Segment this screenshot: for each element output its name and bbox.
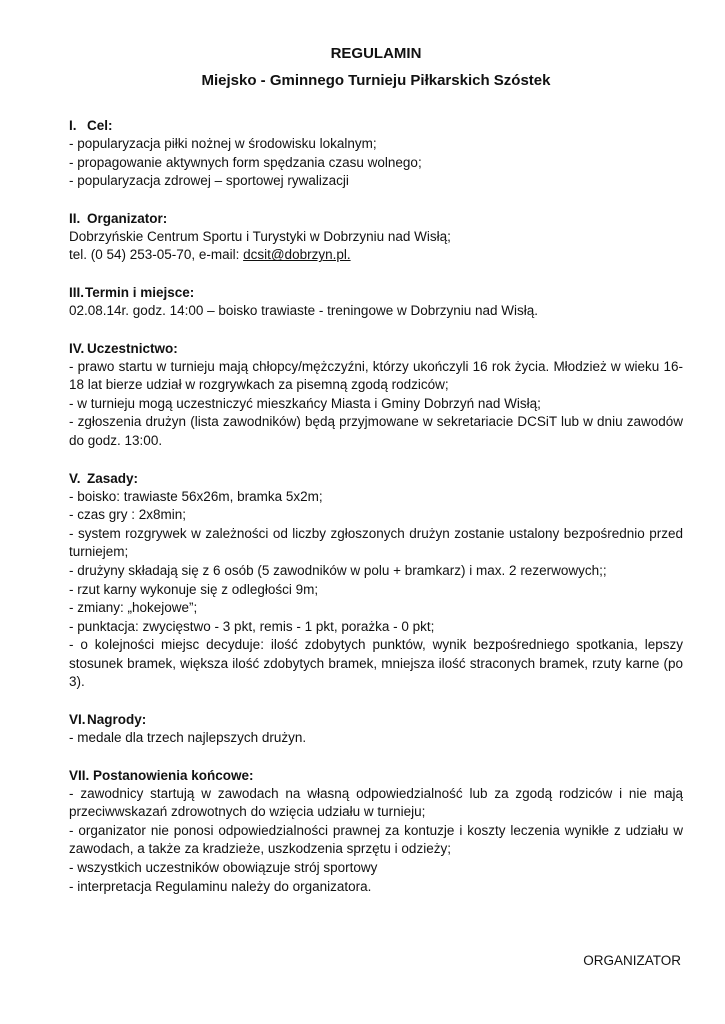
list-item: - o kolejności miejsc decyduje: ilość zdobytych punktów, wynik bezpośredniego spotkania, lepszy stosunek bramek, większa ilość zdobytych bramek, mniejsza ilość straconych bramek, rzuty karne (po 3). <box>69 637 683 690</box>
section-cel <box>69 117 683 191</box>
list-item: - wszystkich uczestników obowiązuje strój sportowy <box>69 860 378 876</box>
list-item: - zmiany: „hokejowe”; <box>69 600 198 616</box>
list-item: - czas gry : 2x8min; <box>69 507 187 523</box>
section-heading: VII. Postanowienia końcowe: <box>69 767 254 783</box>
list-item: - boisko: trawiaste 56x26m, bramka 5x2m; <box>69 488 323 504</box>
list-item: - interpretacja Regulaminu należy do organizatora. <box>69 878 372 894</box>
section-heading: III.Termin i miejsce: <box>69 284 195 300</box>
organizer-contact <box>69 246 683 265</box>
list-item: - organizator nie ponosi odpowiedzialności prawnej za kontuzje i koszty leczenia wynikłe z udziału w zawodach, a także za kradzieże, uszkodzenia sprzętu i odzieży; <box>69 822 683 857</box>
section-termin <box>69 284 683 321</box>
list-item: - zgłoszenia drużyn (lista zawodników) będą przyjmowane w sekretariacie DCSiT lub w dniu zawodów do godz. 13:00. <box>69 414 683 448</box>
list-item: - popularyzacja piłki nożnej w środowisku lokalnym; <box>69 136 377 151</box>
list-item: - prawo startu w turnieju mają chłopcy/mężczyźni, którzy ukończyli 16 rok życia. Młodzież w wieku 16-18 lat bierze udział w rozgrywkach za pisemną zgodą rodziców; <box>69 358 683 393</box>
list-item: - w turnieju mogą uczestniczyć mieszkańcy Miasta i Gminy Dobrzyń nad Wisłą; <box>69 395 541 411</box>
organizer-name: Dobrzyńskie Centrum Sportu i Turystyki w Dobrzyniu nad Wisłą; <box>69 228 451 244</box>
list-item: - popularyzacja zdrowej – sportowej rywalizacji <box>69 173 349 189</box>
list-item: - propagowanie aktywnych form spędzania czasu wolnego; <box>69 154 422 170</box>
section-heading: IV. Uczestnictwo: <box>69 340 178 356</box>
list-item: - zawodnicy startują w zawodach na własną odpowiedzialność lub za zgodą rodziców i nie mają przeciwwskazań zdrowotnych do wzięcia udziału w turnieju; <box>69 785 683 820</box>
document-page <box>69 44 683 896</box>
section-organizator <box>69 210 683 265</box>
section-heading: V. Zasady: <box>69 470 139 486</box>
section-postanowienia <box>69 767 683 897</box>
list-item: - punktacja: zwycięstwo - 3 pkt, remis - 1 pkt, porażka - 0 pkt; <box>69 618 435 634</box>
email-link[interactable]: dcsit@dobrzyn.pl. <box>243 247 351 263</box>
section-uczestnictwo <box>69 340 683 451</box>
document-title: REGULAMIN <box>330 45 422 62</box>
phone-text: tel. (0 54) 253-05-70, e-mail: <box>69 247 244 263</box>
section-heading: VI.Nagrody: <box>69 712 147 728</box>
section-zasady <box>69 470 683 693</box>
organizer-signature: ORGANIZATOR <box>583 953 681 968</box>
list-item: - rzut karny wykonuje się z odległości 9m; <box>69 581 319 597</box>
list-item: - medale dla trzech najlepszych drużyn. <box>69 730 307 746</box>
date-place-text: 02.08.14r. godz. 14:00 – boisko trawiaste - treningowe w Dobrzyniu nad Wisłą. <box>69 302 539 318</box>
document-subtitle: Miejsko - Gminnego Turnieju Piłkarskich Szóstek <box>201 72 551 89</box>
list-item: - drużyny składają się z 6 osób (5 zawodników w polu + bramkarz) i max. 2 rezerwowych;; <box>69 562 607 578</box>
section-nagrody <box>69 711 683 748</box>
section-heading: II. Organizator: <box>69 210 168 226</box>
list-item: - system rozgrywek w zależności od liczby zgłoszonych drużyn zostanie ustalony bezpośrednio przed turniejem; <box>69 525 683 560</box>
section-heading: I. Cel: <box>69 118 113 133</box>
